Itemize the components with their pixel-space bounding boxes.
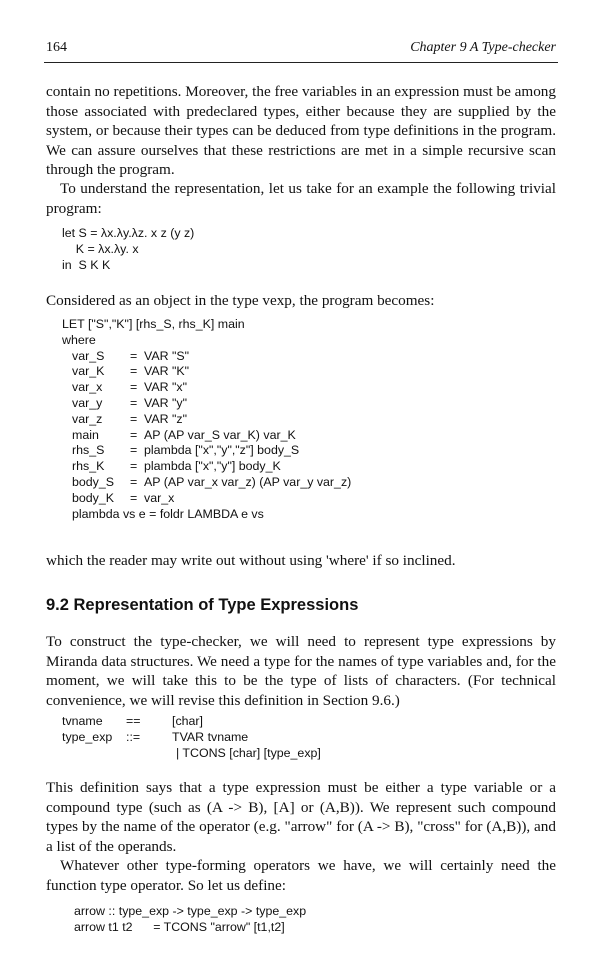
definition-name: var_S (72, 348, 105, 363)
definition-name: body_S (72, 474, 115, 489)
paragraph-definition-says: This definition says that a type expression must be either a type variable or a compound type (such as (A -> B), [A] or (A,B)). We represent such compound types by the name of the operator (e.g. "arrow" for (A -> B), "cross" for (A,B)), and a list of the operands. (46, 779, 556, 855)
code-line: plambda vs e = foldr LAMBDA e vs (72, 506, 264, 521)
definition-name: body_K (72, 490, 115, 505)
code-definition-row (62, 428, 351, 444)
code-definitions (62, 714, 321, 761)
code-definition-row (62, 364, 351, 380)
code-line: arrow :: type_exp -> type_exp -> type_exp (74, 904, 307, 918)
paragraph-example-intro: To understand the representation, let us take for an example the following trivial program: (46, 180, 556, 217)
definition-body: VAR "x" (144, 380, 187, 395)
equals-sign: = (130, 443, 138, 458)
definition-name: var_z (72, 411, 103, 426)
equals-sign: = (130, 348, 138, 363)
code-definition-row (62, 443, 351, 459)
paragraph-type-representation: To construct the type-checker, we will need to represent type expressions by Miranda data structures. We need a type for the names of type variables and, for the moment, we will take this to be the type of lists of characters. (For technical convenience, we will revise this definition in Section 9.6.) (46, 633, 556, 709)
definition-operator: == (126, 714, 141, 728)
definition-name: rhs_K (72, 459, 105, 474)
definition-operator: ::= (126, 729, 141, 744)
equals-sign: = (130, 380, 138, 395)
code-line: where (62, 332, 96, 347)
type-body: TVAR tvname (172, 729, 249, 744)
paragraph-where: which the reader may write out without using 'where' if so inclined. (46, 552, 456, 569)
code-definition-row (62, 396, 351, 412)
running-header: Chapter 9 A Type-checker (410, 40, 556, 55)
definition-name: rhs_S (72, 443, 105, 458)
code-line: arrow t1 t2 = TCONS "arrow" [t1,t2] (74, 919, 285, 934)
definition-body: plambda ["x","y","z"] body_S (144, 443, 300, 458)
equals-sign: = (130, 427, 138, 442)
equals-sign: = (130, 474, 138, 489)
code-line: LET ["S","K"] [rhs_S, rhs_K] main (62, 317, 245, 331)
paragraph-function-type: Whatever other type-forming operators we have, we will certainly need the function type operator. So let us define: (46, 857, 556, 894)
equals-sign: = (130, 411, 138, 426)
code-definition-row (62, 412, 351, 428)
code-definition-row (62, 459, 351, 475)
equals-sign: = (130, 459, 138, 474)
section-heading: 9.2 Representation of Type Expressions (46, 596, 359, 614)
equals-sign: = (130, 395, 138, 410)
equals-sign: = (130, 364, 138, 379)
definition-body: VAR "K" (144, 364, 190, 379)
definition-name: main (72, 427, 99, 442)
code-arrow (74, 904, 306, 936)
code-definition-row (62, 730, 321, 746)
definition-operator (126, 746, 172, 762)
definition-body: VAR "z" (144, 411, 187, 426)
header-rule (44, 62, 558, 63)
code-line: K = λx.λy. x (62, 241, 139, 256)
definition-name: var_x (72, 380, 103, 395)
code-definition-row (62, 746, 321, 762)
type-name: type_exp (62, 729, 113, 744)
definition-body: var_x (144, 490, 175, 505)
code-line: in S K K (62, 257, 111, 272)
code-line: let S = λx.λy.λz. x z (y z) (62, 226, 195, 240)
definition-body: AP (AP var_S var_K) var_K (144, 427, 296, 442)
paragraph-free-variables: contain no repetitions. Moreover, the free variables in an expression must be among those associated with predeclared types, either because they are supplied by the system, or because their types can be deduced from type definitions in the program. We can assure ourselves that these restrictions are met in a simple recursive scan through the program. (46, 83, 556, 178)
code-type-definitions (62, 714, 321, 761)
code-definition-row (62, 475, 351, 491)
code-definition-row (62, 714, 321, 730)
code-definition-row (62, 380, 351, 396)
definition-name: var_y (72, 395, 103, 410)
code-definition-row (62, 349, 351, 365)
definition-body: VAR "y" (144, 395, 187, 410)
type-name: tvname (62, 714, 103, 728)
code-skk-program (62, 226, 194, 273)
equals-sign: = (130, 490, 138, 505)
code-definitions (62, 349, 351, 507)
page-number: 164 (46, 40, 67, 55)
code-vexp-program (62, 317, 351, 522)
type-body: | TCONS [char] [type_exp] (176, 745, 321, 760)
type-body: [char] (172, 714, 203, 728)
type-name (62, 746, 126, 762)
definition-body: VAR "S" (144, 348, 190, 363)
code-definition-row (62, 491, 351, 507)
definition-body: AP (AP var_x var_z) (AP var_y var_z) (144, 474, 352, 489)
definition-name: var_K (72, 364, 105, 379)
paragraph-vexp: Considered as an object in the type vexp, the program becomes: (46, 292, 435, 309)
definition-body: plambda ["x","y"] body_K (144, 459, 281, 474)
